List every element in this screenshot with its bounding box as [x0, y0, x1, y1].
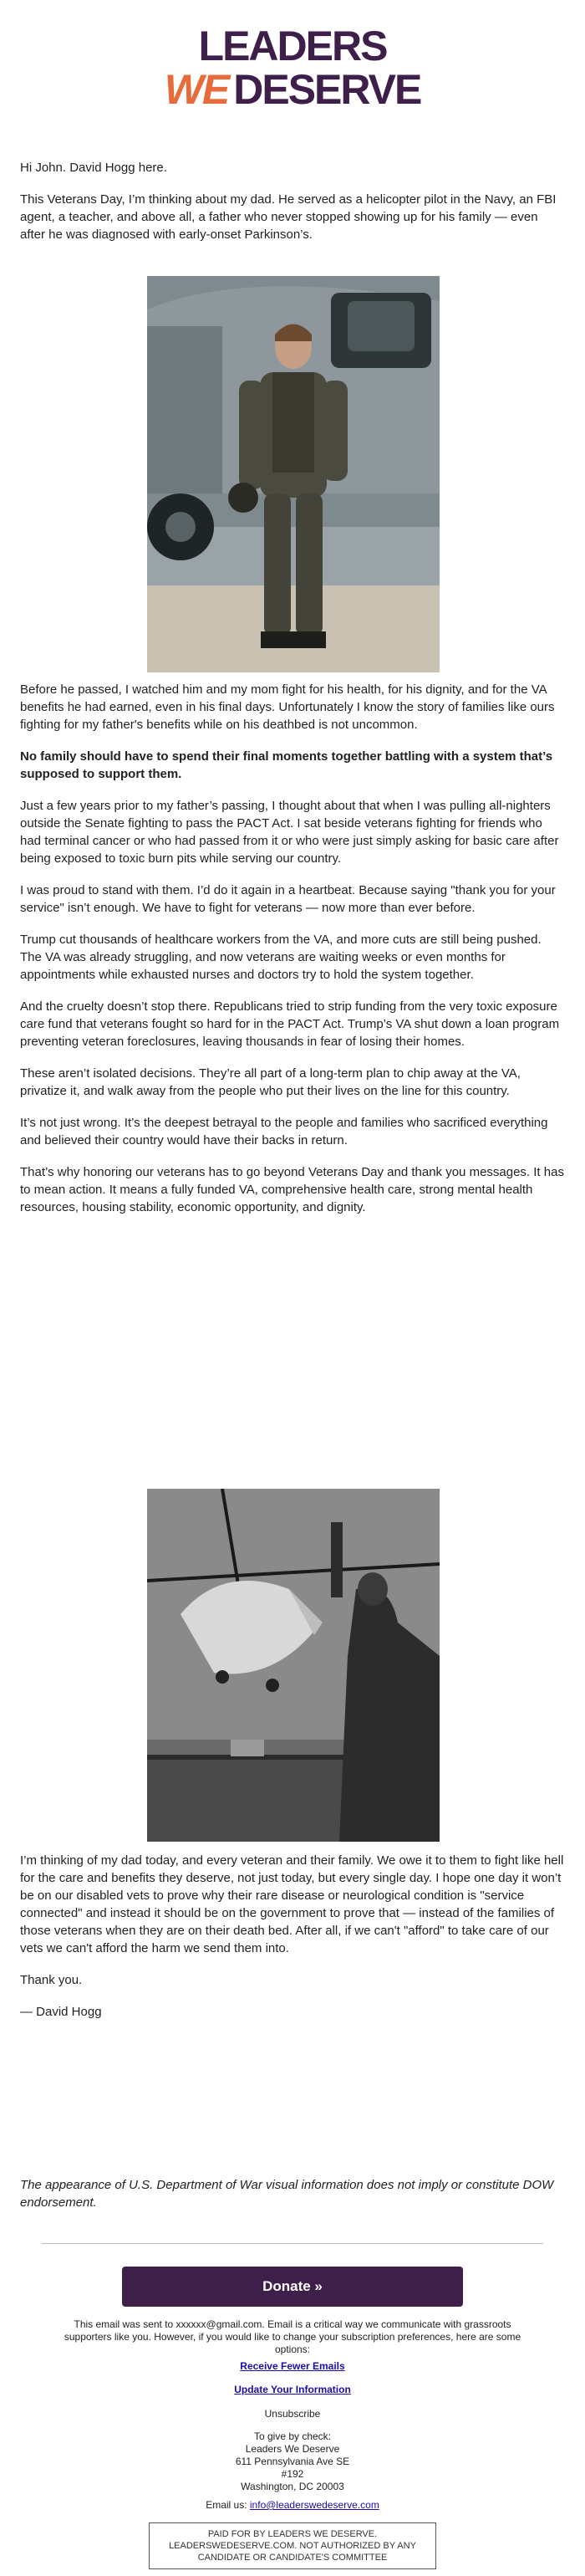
- logo-line-2: [0, 66, 585, 113]
- logo-deserve: DESERVE: [233, 66, 421, 113]
- signature: — David Hogg: [20, 2005, 102, 2019]
- paragraph: Trump cut thousands of healthcare workers from the VA, and more cuts are still being pushed. The VA was already struggling, and now veterans are waiting weeks or even months for appointments while exhausted nurses and doctors try to hold the system together.: [20, 933, 542, 982]
- receive-fewer-emails-link[interactable]: Receive Fewer Emails: [240, 2360, 345, 2372]
- intro-text: [20, 159, 565, 258]
- check-intro: To give by check:: [253, 2430, 332, 2442]
- donate-button[interactable]: Donate »: [122, 2267, 463, 2307]
- update-information-link[interactable]: Update Your Information: [234, 2384, 351, 2395]
- paragraph: I’m thinking of my dad today, and every veteran and their family. We owe it to them to fight like hell for the care and benefits they deserve, not just today, but every single day. I hope one day it won’t be on our disabled vets to prove why their rare disease or neurological condition is "service connected" and instead it should be on the government to prove that — instead of the families of those veterans when they are on their death bed. After all, if we can't "afford" to take care of our vets we can't afford the harm we send them into.: [20, 1853, 564, 1955]
- email-link[interactable]: info@leaderswedeserve.com: [249, 2499, 379, 2511]
- footer-notice: This email was sent to xxxxxx@gmail.com. Email is a critical way we communicate with grassroots supporters like you. However, if you would like to change your subscription preferences, here are some options:: [64, 2318, 521, 2355]
- thanks: Thank you.: [20, 1973, 83, 1987]
- logo-line-1: LEADERS: [198, 23, 387, 69]
- paragraph: Just a few years prior to my father’s passing, I thought about that when I was pulling all-nighters outside the Senate fighting to pass the PACT Act. I sat beside veterans fighting for friends who had terminal cancer or who had passed from it or who were just simply asking for basic care after being exposed to toxic burn pits while serving our country.: [20, 799, 559, 866]
- helicopter-photo-image: [147, 1489, 440, 1842]
- mailing-address: [50, 2430, 535, 2493]
- closing-text: [20, 1852, 565, 2035]
- address-line-3: Washington, DC 20003: [241, 2481, 344, 2492]
- unsubscribe-link[interactable]: Unsubscribe: [264, 2408, 321, 2420]
- contact-email: [50, 2499, 535, 2512]
- main-text: [20, 681, 565, 1230]
- pilot-photo: [147, 276, 440, 672]
- paid-for-disclaimer: PAID FOR BY LEADERS WE DESERVE. LEADERSWEDESERVE.COM. NOT AUTHORIZED BY ANY CANDIDATE OR CANDIDATE'S COMMITTEE: [149, 2522, 436, 2569]
- address-line-1: 611 Pennsylvania Ave SE: [235, 2456, 350, 2467]
- paragraph: I was proud to stand with them. I’d do it again in a heartbeat. Because saying "thank you for your service" isn’t enough. We have to fight for veterans — now more than ever before.: [20, 883, 556, 915]
- logo-we: WE: [164, 66, 229, 113]
- dow-disclaimer: The appearance of U.S. Department of War visual information does not imply or constitute DOW endorsement.: [20, 2178, 554, 2210]
- org-name: Leaders We Deserve: [245, 2443, 340, 2455]
- paragraph: That’s why honoring our veterans has to go beyond Veterans Day and thank you messages. It has to mean action. It means a fully funded VA, comprehensive health care, strong mental health resources, housing stability, economic opportunity, and dignity.: [20, 1165, 564, 1214]
- helicopter-photo: [147, 1489, 440, 1842]
- paragraph: Before he passed, I watched him and my mom fight for his health, for his dignity, and for the VA benefits he had earned, even in his final days. Unfortunately I know the story of families like ours fighting for my father's benefits while on his deathbed is not uncommon.: [20, 682, 555, 732]
- email-label: Email us:: [206, 2499, 247, 2511]
- greeting: Hi John. David Hogg here.: [20, 161, 167, 175]
- paragraph: It’s not just wrong. It’s the deepest betrayal to the people and families who sacrificed everything and believed their country would have their backs in return.: [20, 1116, 548, 1147]
- paragraph: These aren’t isolated decisions. They’re all part of a long-term plan to chip away at the VA, privatize it, and walk away from the people who put their lives on the line for this country.: [20, 1066, 521, 1098]
- leaders-we-deserve-logo[interactable]: [0, 23, 585, 113]
- address-line-2: #192: [281, 2468, 304, 2480]
- pilot-photo-image: [147, 276, 440, 672]
- paragraph: And the cruelty doesn’t stop there. Republicans tried to strip funding from the very toxic exposure care fund that veterans fought so hard for in the PACT Act. Trump’s VA shut down a loan program preventing veteran foreclosures, leaving thousands in fear of losing their homes.: [20, 999, 560, 1049]
- bold-paragraph: No family should have to spend their final moments together battling with a system that’s supposed to support them.: [20, 749, 553, 781]
- paragraph: This Veterans Day, I’m thinking about my dad. He served as a helicopter pilot in the Navy, an FBI agent, a teacher, and above all, a father who never stopped showing up for his family — even after he was diagnosed with early-onset Parkinson’s.: [20, 192, 557, 242]
- divider: [42, 2243, 543, 2244]
